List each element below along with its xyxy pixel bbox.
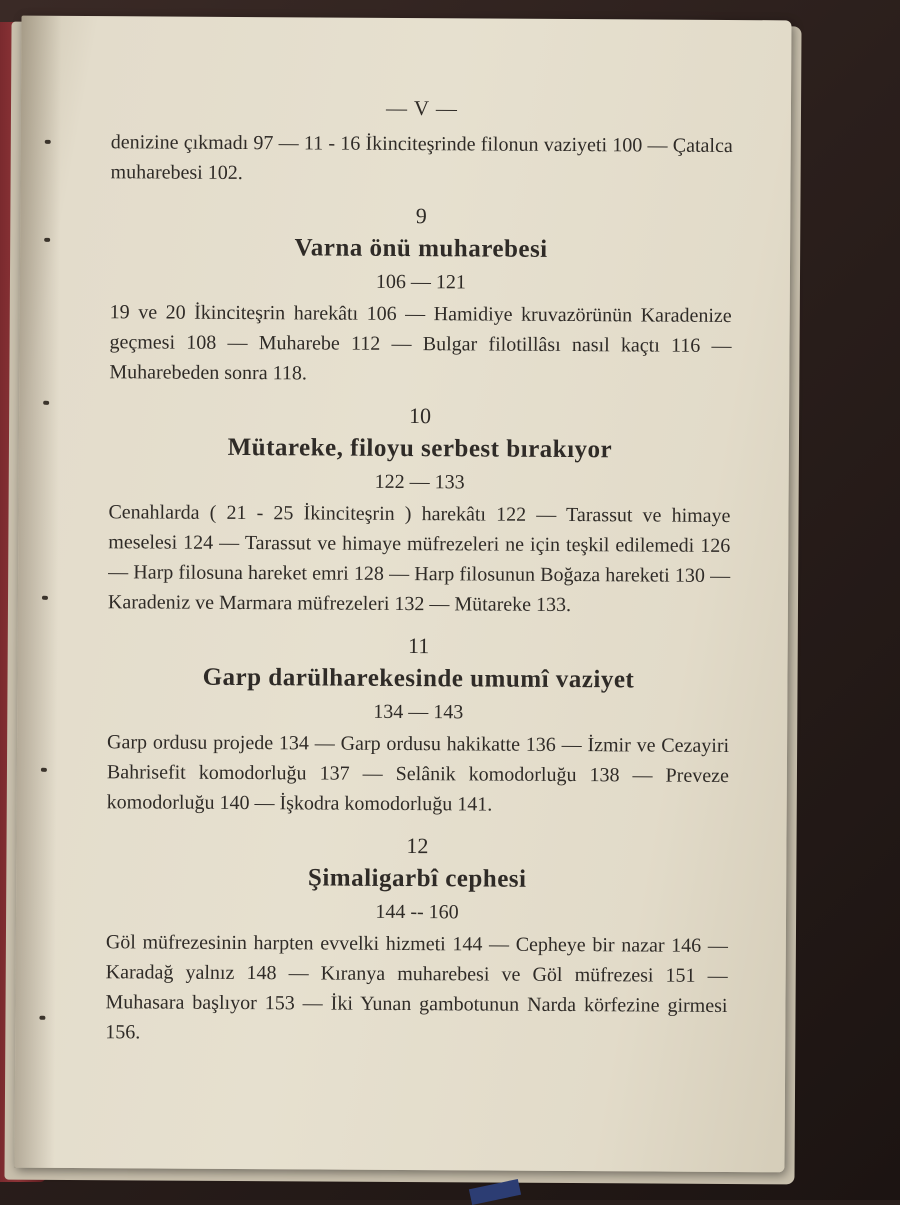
binding-stitch: [42, 596, 48, 600]
intro-paragraph: denizine çıkmadı 97 — 11 - 16 İkinciteşrinde filonun vaziyeti 100 — Çatalca muharebesi 102.: [110, 131, 733, 185]
binding-stitch: [45, 140, 51, 144]
section-contents: 19 ve 20 İkinciteşrin harekâtı 106 — Hamidiye kruvazörünün Karadenize geçmesi 108 — Muharebe 112 — Bulgar filotillâsı nasıl kaçtı 116 — Muharebeden sonra 118.: [109, 301, 732, 385]
section-contents: Cenahlarda ( 21 - 25 İkinciteşrin ) harekâtı 122 — Tarassut ve himaye meselesi 124 — Tarassut ve himaye müfrezeleri ne için teşkil edilemedi 126 — Harp filosuna hareket emri 128 — Harp filosunun Boğaza hareketi 130 — Karadeniz ve Marmara müfrezeleri 132 — Mütareke 133.: [107, 501, 731, 617]
binding-stitch: [43, 401, 49, 405]
section-number: 11: [408, 633, 430, 659]
section-number: 9: [415, 203, 427, 229]
section-10: [108, 399, 731, 621]
section-page-range: 106 — 121: [375, 270, 466, 294]
section-page-range: 122 — 133: [374, 470, 465, 494]
gutter-shadow: [14, 16, 61, 1168]
section-title: Varna önü muharebesi: [294, 234, 548, 263]
section-11: [107, 629, 730, 821]
section-contents: Göl müfrezesinin harpten evvelki hizmeti 144 — Cepheye bir nazar 146 — Karadağ yalnız 148 — Kıranya muharebesi ve Göl müfrezesi 151 — Muhasara başlıyor 153 — İki Yunan gambotunun Narda körfezine girmesi 156.: [105, 931, 728, 1044]
binding-stitch: [39, 1016, 45, 1020]
binding-stitch: [44, 238, 50, 242]
page-number: — V —: [385, 95, 458, 121]
page-content: [105, 94, 733, 1051]
section-contents: Garp ordusu projede 134 — Garp ordusu hakikatte 136 — İzmir ve Cezayiri Bahrisefit komodorluğu 137 — Selânik komodorluğu 138 — Preveze komodorluğu 140 — İşkodra komodorluğu 141.: [106, 731, 730, 816]
section-title: Garp darülharekesinde umumî vaziyet: [202, 663, 635, 694]
section-page-range: 144 -- 160: [375, 900, 459, 924]
section-page-range: 134 — 143: [373, 700, 464, 724]
section-9: [109, 199, 732, 391]
book-page: [14, 16, 791, 1173]
binding-stitch: [41, 768, 47, 772]
section-number: 10: [409, 403, 432, 429]
section-12: [105, 829, 728, 1051]
section-title: Şimaligarbî cephesi: [307, 864, 527, 893]
section-number: 12: [406, 833, 429, 859]
section-title: Mütareke, filoyu serbest bırakıyor: [227, 433, 613, 464]
